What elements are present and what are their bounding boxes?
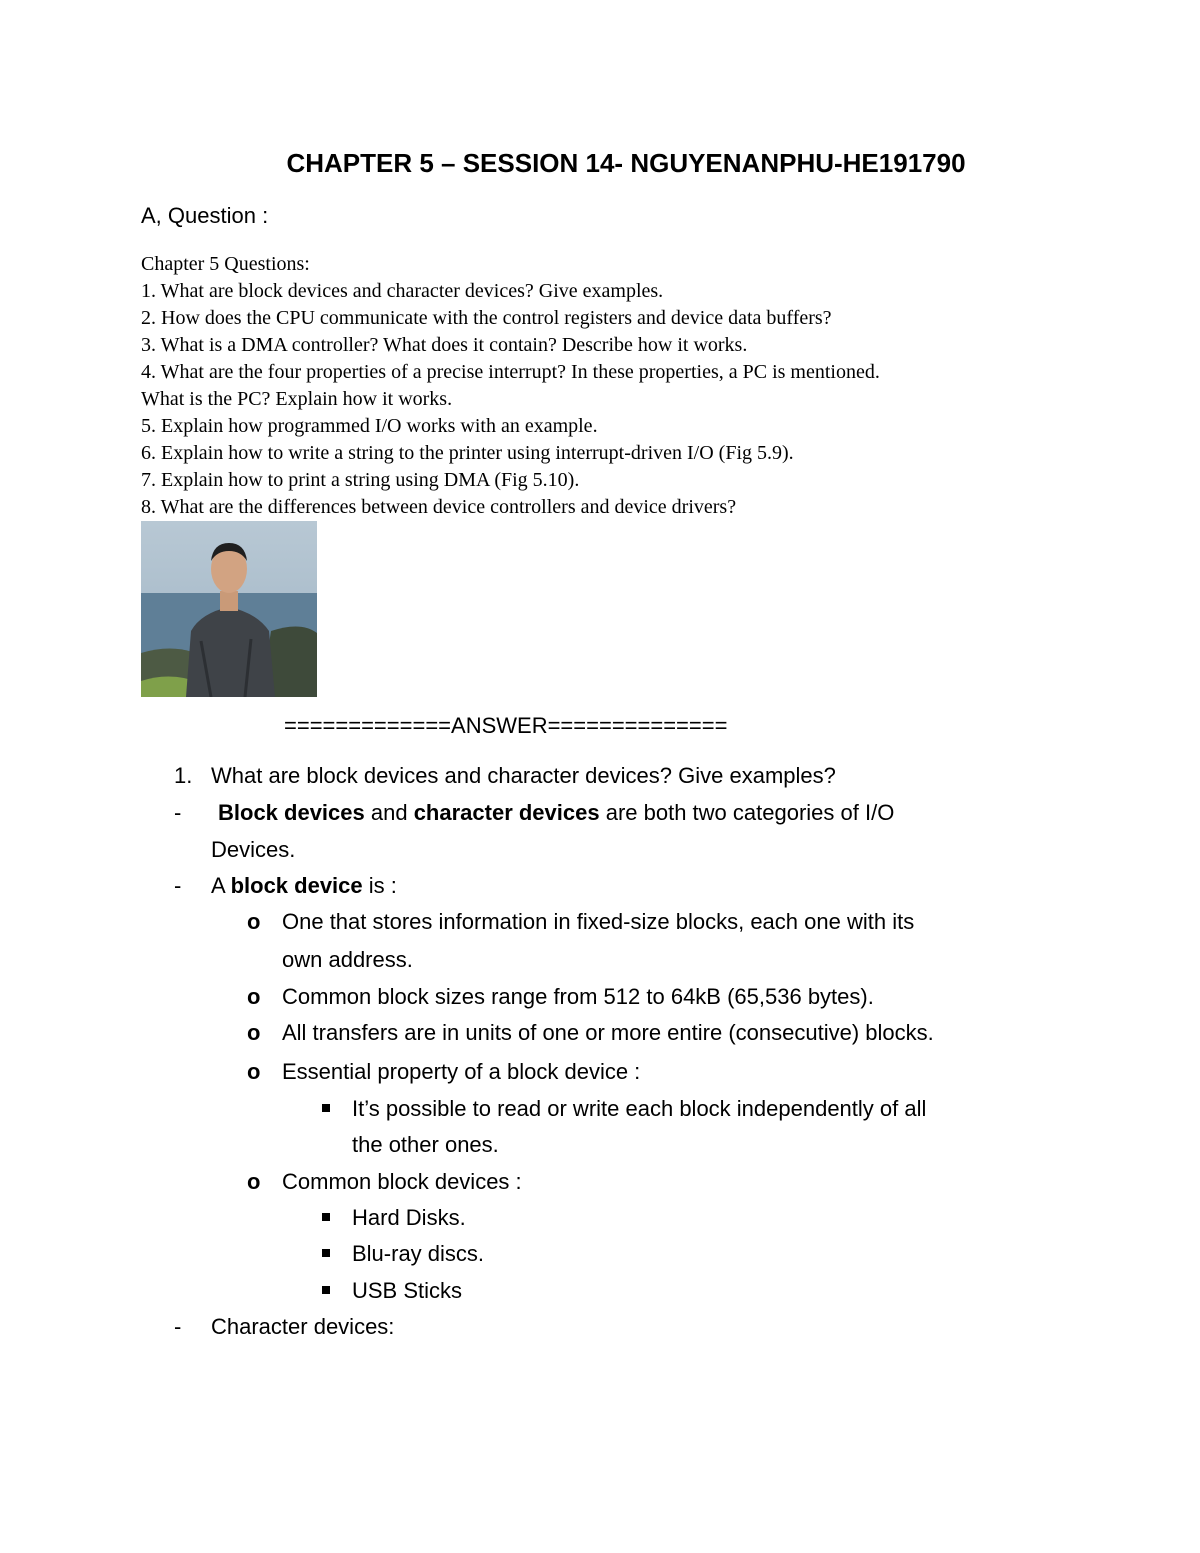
sub-bullet-text: It’s possible to read or write each block independently of all bbox=[352, 1096, 927, 1121]
list-item: Blu-ray discs. bbox=[352, 1241, 485, 1266]
circle-bullet: o bbox=[247, 1020, 261, 1045]
bullet-text: Common block sizes range from 512 to 64kB (65,536 bytes). bbox=[282, 984, 874, 1009]
paragraph-text: and bbox=[364, 800, 414, 825]
document-title: CHAPTER 5 – SESSION 14- NGUYENANPHU-HE191790 bbox=[286, 148, 966, 178]
questions-heading: Chapter 5 Questions: bbox=[141, 253, 310, 275]
bullet-text-continuation: own address. bbox=[282, 947, 413, 972]
square-bullet-icon bbox=[322, 1249, 330, 1257]
question-line: 6. Explain how to write a string to the printer using interrupt-driven I/O (Fig 5.9). bbox=[141, 442, 794, 464]
square-bullet-icon bbox=[322, 1213, 330, 1221]
dash-bullet: - bbox=[174, 873, 182, 898]
list-item: USB Sticks bbox=[352, 1278, 463, 1303]
bullet-text: Essential property of a block device : bbox=[282, 1059, 641, 1084]
paragraph-text: are both two categories of I/O bbox=[599, 800, 895, 825]
question-line: 8. What are the differences between device controllers and device drivers? bbox=[141, 496, 737, 518]
question-line: 4. What are the four properties of a precise interrupt? In these properties, a PC is mentioned. bbox=[141, 361, 880, 383]
bold-term: Block devices bbox=[218, 800, 365, 825]
bullet-text: Common block devices : bbox=[282, 1169, 522, 1194]
bullet-text: One that stores information in fixed-size blocks, each one with its bbox=[282, 909, 915, 934]
paragraph-text: A bbox=[211, 873, 231, 898]
answer-question-text: What are block devices and character devices? Give examples? bbox=[211, 763, 836, 788]
question-line: 1. What are block devices and character devices? Give examples. bbox=[141, 280, 664, 302]
list-item: Hard Disks. bbox=[352, 1205, 466, 1230]
question-line: 7. Explain how to print a string using DMA (Fig 5.10). bbox=[141, 469, 580, 491]
circle-bullet: o bbox=[247, 909, 261, 934]
question-line: 2. How does the CPU communicate with the control registers and device data buffers? bbox=[141, 307, 832, 329]
square-bullet-icon bbox=[322, 1286, 330, 1294]
paragraph-text: is : bbox=[362, 873, 397, 898]
square-bullet-icon bbox=[322, 1104, 330, 1112]
answer-paragraph bbox=[211, 873, 397, 899]
author-photo bbox=[141, 521, 317, 697]
question-line: 5. Explain how programmed I/O works with an example. bbox=[141, 415, 598, 437]
bullet-text: All transfers are in units of one or more entire (consecutive) blocks. bbox=[282, 1020, 934, 1045]
dash-bullet: - bbox=[174, 800, 182, 825]
section-heading: A, Question : bbox=[141, 203, 269, 228]
questions-block bbox=[141, 251, 1041, 521]
answer-paragraph bbox=[218, 800, 894, 826]
circle-bullet: o bbox=[247, 1169, 261, 1194]
question-line: 3. What is a DMA controller? What does it contain? Describe how it works. bbox=[141, 334, 748, 356]
sub-bullet-text-continuation: the other ones. bbox=[352, 1132, 499, 1157]
answer-question-number: 1. bbox=[174, 763, 193, 788]
paragraph-continuation: Devices. bbox=[211, 837, 296, 862]
dash-bullet: - bbox=[174, 1314, 182, 1339]
bold-term: character devices bbox=[413, 800, 600, 825]
question-line: What is the PC? Explain how it works. bbox=[141, 388, 453, 410]
circle-bullet: o bbox=[247, 1059, 261, 1084]
circle-bullet: o bbox=[247, 984, 261, 1009]
bold-term: block device bbox=[230, 873, 363, 898]
answer-paragraph: Character devices: bbox=[211, 1314, 395, 1339]
answer-separator: =============ANSWER============== bbox=[284, 713, 728, 738]
